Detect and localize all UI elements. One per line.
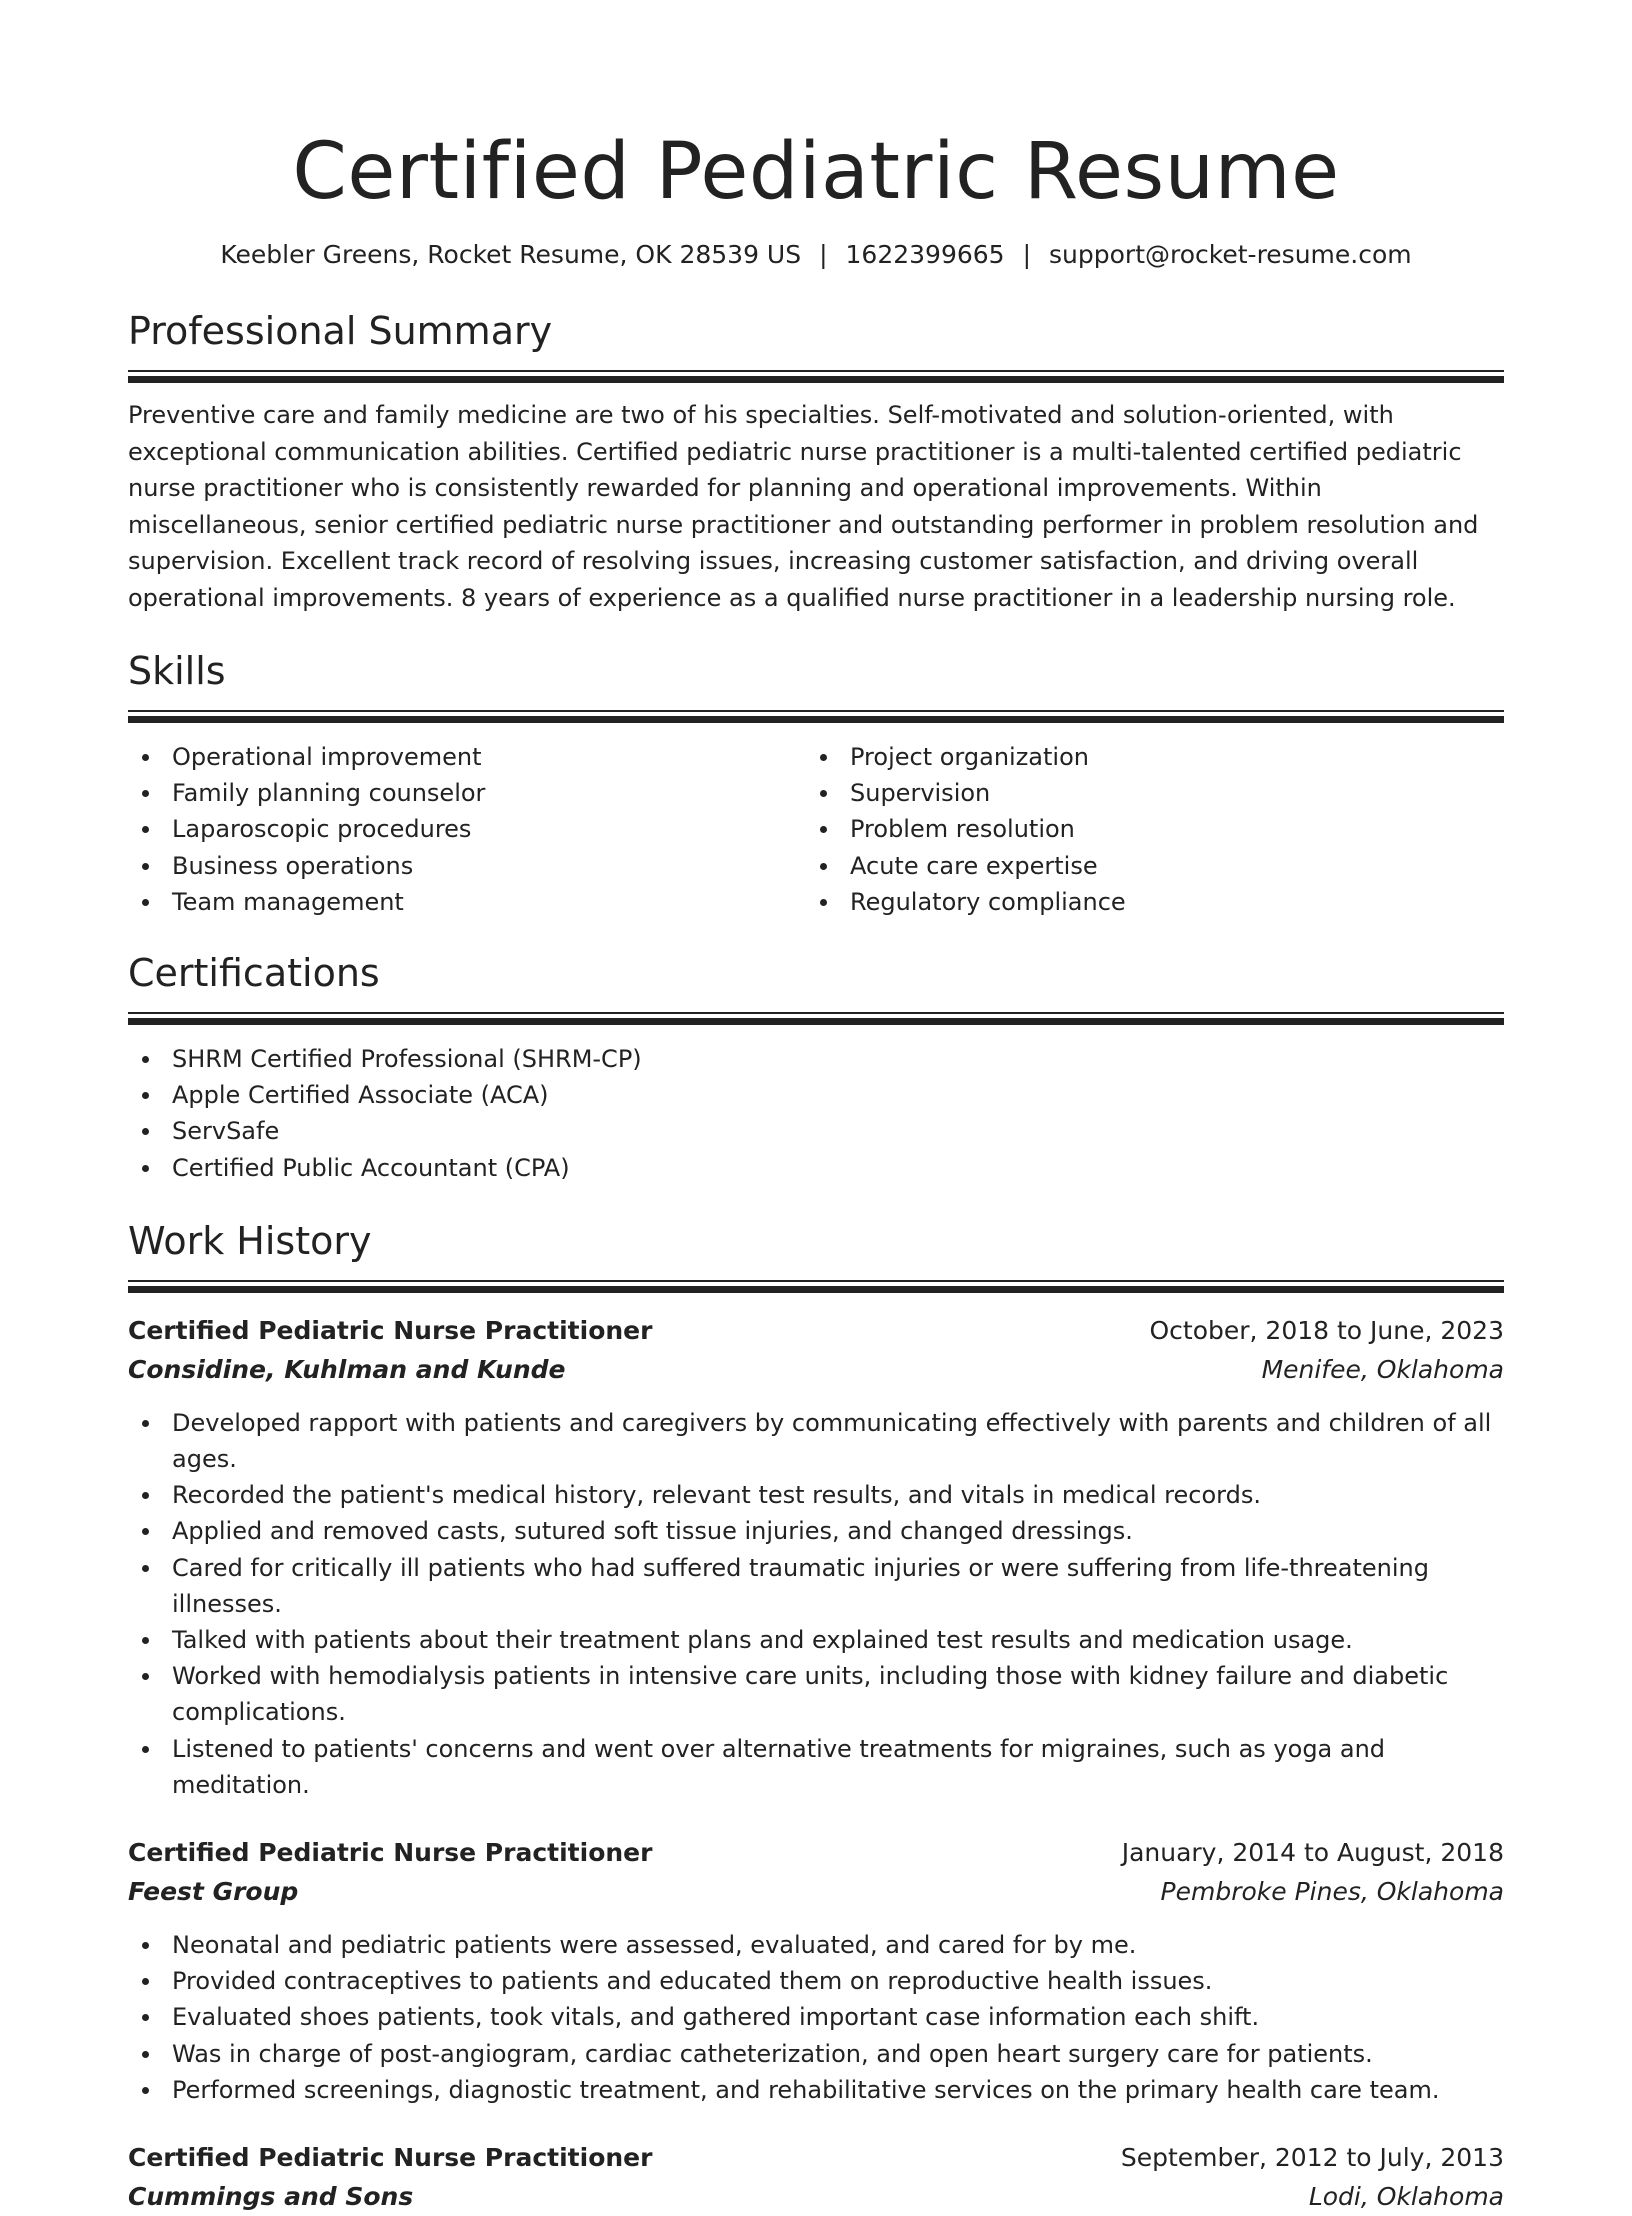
job-location: Pembroke Pines, Oklahoma: [1160, 1877, 1504, 1907]
job-bullet: Evaluated shoes patients, took vitals, and gathered important case information each shift.: [128, 1999, 1504, 2035]
section-rule: [128, 710, 1504, 723]
section-rule: [128, 370, 1504, 383]
section-heading-skills: Skills: [128, 649, 226, 693]
summary-text: Preventive care and family medicine are two of his specialties. Self-motivated and solution-oriented, with exceptional communication abilities. Certified pediatric nurse practitioner is a multi-talented certified pediatric nurse practitioner who is consistently rewarded for planning and operational improvements. Within miscellaneous, senior certified pediatric nurse practitioner and outstanding performer in problem resolution and supervision. Excellent track record of resolving issues, increasing customer satisfaction, and driving overall operational improvements. 8 years of experience as a qualified nurse practitioner in a leadership nursing role.: [128, 401, 1479, 612]
job-location: Menifee, Oklahoma: [1261, 1354, 1504, 1384]
job-company-row: [128, 2177, 1504, 2216]
job-bullet: Provided contraceptives to patients and educated them on reproductive health issues.: [128, 1963, 1504, 1999]
job-bullet: Neonatal and pediatric patients were assessed, evaluated, and cared for by me.: [128, 1927, 1504, 1963]
work-history-section: [128, 1216, 1504, 2216]
job-bullet: Cared for critically ill patients who had suffered traumatic injuries or were suffering from life-threatening illnesses.: [128, 1550, 1504, 1622]
contact-separator: |: [819, 240, 828, 269]
certifications-list: [128, 1041, 1504, 1186]
resume-title: Certified Pediatric Resume: [292, 127, 1340, 217]
skill-item: Supervision: [806, 775, 1484, 811]
section-heading-summary: Professional Summary: [128, 309, 553, 353]
contact-separator: |: [1022, 240, 1032, 269]
summary-section: [128, 306, 1504, 616]
skill-item: Problem resolution: [806, 811, 1484, 847]
job-company: Feest Group: [128, 1877, 299, 1907]
contact-address: Keebler Greens, Rocket Resume, OK 28539 US: [220, 240, 802, 269]
skills-section: [128, 646, 1504, 920]
job-bullet: Worked with hemodialysis patients in intensive care units, including those with kidney failure and diabetic complications.: [128, 1658, 1504, 1730]
job-dates: September, 2012 to July, 2013: [1120, 2143, 1504, 2173]
job-header-row: [128, 1833, 1504, 1872]
section-rule: [128, 1280, 1504, 1293]
resume-page: [128, 0, 1504, 2216]
job-company-row: [128, 1350, 1504, 1389]
section-heading-certifications: Certifications: [128, 951, 380, 996]
skill-item: Regulatory compliance: [806, 884, 1484, 920]
job-company: Considine, Kuhlman and Kunde: [128, 1354, 566, 1384]
job-entry: [128, 2138, 1504, 2216]
certifications-section: [128, 948, 1504, 1186]
job-bullets: [128, 1405, 1504, 1803]
skill-item: Business operations: [128, 848, 806, 884]
skills-columns: [128, 739, 1504, 920]
contact-line: [128, 238, 1504, 272]
section-rule: [128, 1012, 1504, 1025]
job-company-row: [128, 1872, 1504, 1911]
skill-item: Laparoscopic procedures: [128, 811, 806, 847]
job-bullets: [128, 1927, 1504, 2108]
skill-item: Acute care expertise: [806, 848, 1484, 884]
job-title: Certified Pediatric Nurse Practitioner: [128, 2143, 653, 2173]
job-entry: [128, 1311, 1504, 1803]
certification-item: Apple Certified Associate (ACA): [128, 1077, 1504, 1113]
job-bullet: Listened to patients' concerns and went over alternative treatments for migraines, such as yoga and meditation.: [128, 1731, 1504, 1803]
skills-list-left: [128, 739, 806, 920]
job-dates: January, 2014 to August, 2018: [1121, 1838, 1504, 1868]
job-bullet: Was in charge of post-angiogram, cardiac catheterization, and open heart surgery care for patients.: [128, 2036, 1504, 2072]
section-heading-work-history: Work History: [128, 1218, 372, 1263]
job-location: Lodi, Oklahoma: [1308, 2182, 1504, 2212]
job-bullet: Developed rapport with patients and caregivers by communicating effectively with parents and children of all ages.: [128, 1405, 1504, 1477]
skill-item: Operational improvement: [128, 739, 806, 775]
job-dates: October, 2018 to June, 2023: [1149, 1315, 1504, 1345]
job-header-row: [128, 1311, 1504, 1350]
contact-email[interactable]: support@rocket-resume.com: [1049, 240, 1412, 269]
certification-item: SHRM Certified Professional (SHRM-CP): [128, 1041, 1504, 1077]
job-bullet: Talked with patients about their treatment plans and explained test results and medication usage.: [128, 1622, 1504, 1658]
certification-item: ServSafe: [128, 1113, 1504, 1149]
job-company: Cummings and Sons: [128, 2182, 414, 2212]
skills-list-right: [806, 739, 1484, 920]
skill-item: Family planning counselor: [128, 775, 806, 811]
job-title: Certified Pediatric Nurse Practitioner: [128, 1315, 653, 1345]
job-entry: [128, 1833, 1504, 2108]
job-header-row: [128, 2138, 1504, 2177]
job-bullet: Applied and removed casts, sutured soft tissue injuries, and changed dressings.: [128, 1513, 1504, 1549]
contact-phone: 1622399665: [845, 240, 1005, 269]
job-title: Certified Pediatric Nurse Practitioner: [128, 1838, 653, 1868]
job-bullet: Recorded the patient's medical history, relevant test results, and vitals in medical records.: [128, 1477, 1504, 1513]
certification-item: Certified Public Accountant (CPA): [128, 1150, 1504, 1186]
skill-item: Project organization: [806, 739, 1484, 775]
job-bullet: Performed screenings, diagnostic treatment, and rehabilitative services on the primary health care team.: [128, 2072, 1504, 2108]
skill-item: Team management: [128, 884, 806, 920]
